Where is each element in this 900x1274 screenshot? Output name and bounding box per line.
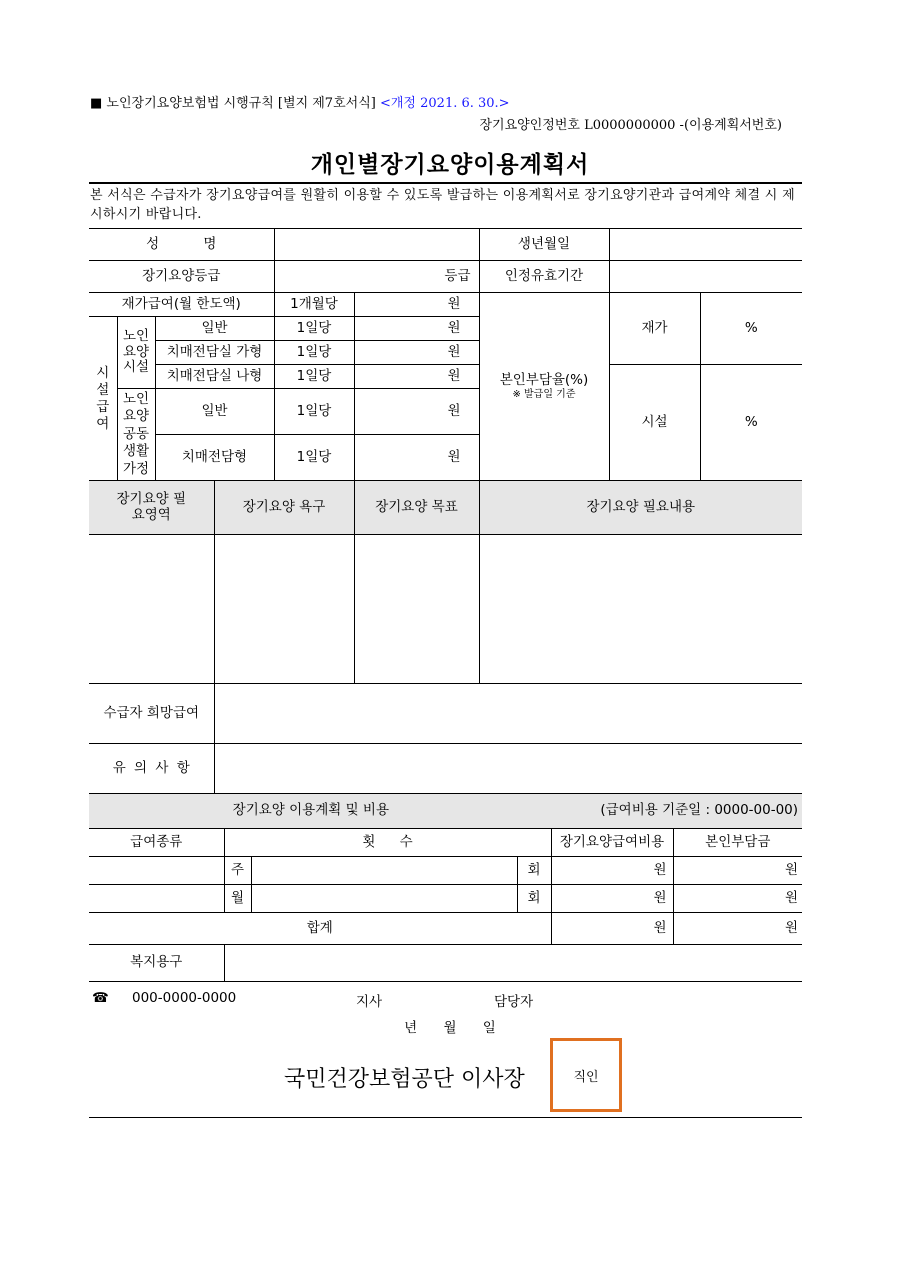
total-cost[interactable]: 원: [551, 913, 673, 945]
facility-general-unit: 1일당: [274, 317, 354, 341]
week-type[interactable]: [89, 857, 224, 885]
wish-label: 수급자 희망급여: [89, 684, 214, 744]
issue-date: 년 월 일: [404, 1020, 496, 1036]
dementia-b-value[interactable]: 원: [354, 365, 479, 389]
page-title: 개인별장기요양이용계획서: [310, 152, 590, 178]
issuer-org: 국민건강보험공단 이사장: [284, 1067, 525, 1092]
notes-value[interactable]: [214, 744, 802, 794]
area-value[interactable]: [89, 535, 214, 684]
phone-icon: ☎: [92, 990, 109, 1006]
seal-text: 직인: [573, 1069, 599, 1085]
week-cost[interactable]: 원: [551, 857, 673, 885]
group-home-label: 노인요양공동생활가정: [117, 389, 155, 481]
home-limit-value[interactable]: 원: [354, 293, 479, 317]
goal-label: 장기요양 목표: [354, 481, 479, 535]
notes-label: 유 의 사 항: [89, 744, 214, 794]
form-basis-text: ■ 노인장기요양보험법 시행규칙 [별지 제7호서식]: [90, 96, 376, 111]
validity-label: 인정유효기간: [479, 261, 609, 293]
copay-facility-value[interactable]: %: [700, 365, 802, 481]
group-dementia-unit: 1일당: [274, 435, 354, 481]
month-copay[interactable]: 원: [673, 885, 802, 913]
home-limit-unit: 1개월당: [274, 293, 354, 317]
dementia-a-label: 치매전담실 가형: [155, 341, 274, 365]
elder-facility-label: 노인요양시설: [117, 317, 155, 389]
bottom-divider: [89, 1117, 802, 1118]
plan-title-row: [89, 794, 802, 829]
official-seal: [550, 1038, 622, 1112]
group-general-unit: 1일당: [274, 389, 354, 435]
dementia-b-unit: 1일당: [274, 365, 354, 389]
month-label: 월: [224, 885, 251, 913]
month-times: 회: [517, 885, 551, 913]
content-label: 장기요양 필요내용: [479, 481, 802, 535]
top-divider: [89, 182, 802, 184]
week-count[interactable]: [251, 857, 517, 885]
copay-amount-label: 본인부담금: [673, 829, 802, 857]
plan-base-date: (급여비용 기준일 : 0000-00-00): [600, 802, 799, 819]
info-table: [89, 228, 802, 481]
count-label: 횟 수: [224, 829, 551, 857]
plan-title: 장기요양 이용계획 및 비용: [232, 802, 389, 819]
form-basis: [90, 92, 510, 111]
week-times: 회: [517, 857, 551, 885]
copay-facility-label: 시설: [609, 365, 700, 481]
birth-value[interactable]: [609, 229, 802, 261]
dementia-a-value[interactable]: 원: [354, 341, 479, 365]
intro-text: 본 서식은 수급자가 장기요양급여를 원활히 이용할 수 있도록 발급하는 이용계획서로 장기요양기관과 급여계약 체결 시 제시하시기 바랍니다.: [90, 188, 795, 222]
dementia-b-label: 치매전담실 나형: [155, 365, 274, 389]
name-label: 성 명: [89, 229, 274, 261]
total-label: 합계: [89, 913, 551, 945]
birth-label: 생년월일: [479, 229, 609, 261]
copay-home-value[interactable]: %: [700, 293, 802, 365]
name-value[interactable]: [274, 229, 479, 261]
validity-value[interactable]: [609, 261, 802, 293]
copay-label-cell: [479, 293, 609, 481]
goal-value[interactable]: [354, 535, 479, 684]
welfare-label: 복지용구: [89, 945, 224, 982]
plan-table: [89, 793, 802, 982]
group-dementia-label: 치매전담형: [155, 435, 274, 481]
cost-label: 장기요양급여비용: [551, 829, 673, 857]
month-cost[interactable]: 원: [551, 885, 673, 913]
month-type[interactable]: [89, 885, 224, 913]
facility-general-label: 일반: [155, 317, 274, 341]
content-value[interactable]: [479, 535, 802, 684]
week-copay[interactable]: 원: [673, 857, 802, 885]
copay-home-label: 재가: [609, 293, 700, 365]
grade-value[interactable]: 등급: [274, 261, 479, 293]
copay-note: ※ 발급일 기준: [512, 388, 576, 400]
group-dementia-value[interactable]: 원: [354, 435, 479, 481]
manager-label: 담당자: [494, 994, 534, 1010]
needs-table: [89, 480, 802, 794]
cert-number: 장기요양인정번호 L0000000000 -(이용계획서번호): [479, 118, 782, 133]
total-copay[interactable]: 원: [673, 913, 802, 945]
week-label: 주: [224, 857, 251, 885]
dementia-a-unit: 1일당: [274, 341, 354, 365]
area-label: 장기요양 필요영역: [89, 481, 214, 535]
wish-value[interactable]: [214, 684, 802, 744]
facility-general-value[interactable]: 원: [354, 317, 479, 341]
month-count[interactable]: [251, 885, 517, 913]
amendment-date: <개정 2021. 6. 30.>: [379, 96, 510, 111]
welfare-value[interactable]: [224, 945, 802, 982]
type-label: 급여종류: [89, 829, 224, 857]
grade-label: 장기요양등급: [89, 261, 274, 293]
group-general-label: 일반: [155, 389, 274, 435]
home-limit-label: 재가급여(월 한도액): [89, 293, 274, 317]
group-general-value[interactable]: 원: [354, 389, 479, 435]
branch-label: 지사: [356, 994, 383, 1010]
need-label: 장기요양 욕구: [214, 481, 354, 535]
need-value[interactable]: [214, 535, 354, 684]
facility-label: 시설급여: [89, 317, 117, 481]
copay-label: 본인부담율(%): [499, 371, 589, 388]
phone-number: 000-0000-0000: [132, 990, 237, 1006]
